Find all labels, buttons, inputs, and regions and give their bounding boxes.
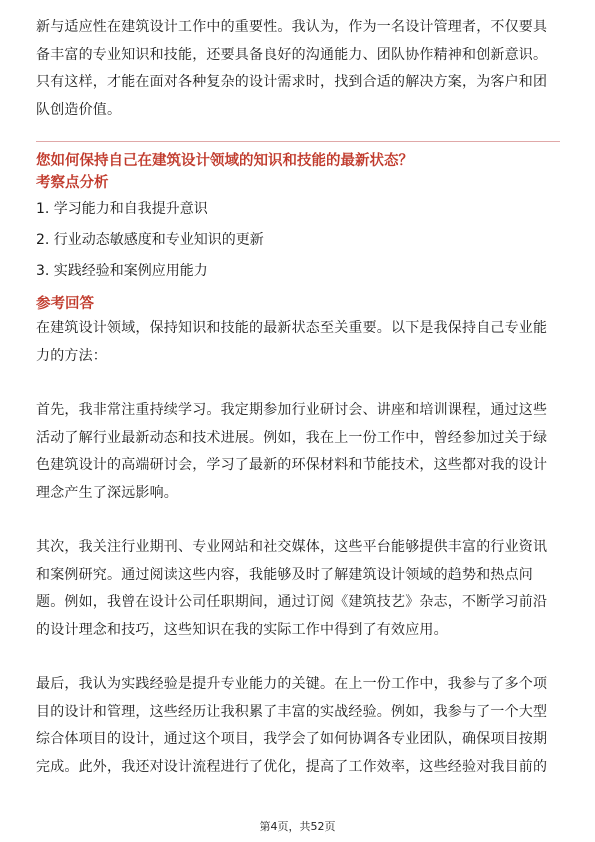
- answer-heading: 参考回答: [36, 296, 94, 312]
- text-line: 在建筑设计领域，保持知识和技能的最新状态至关重要。以下是我保持自己专业能: [36, 320, 548, 336]
- text-line: 目的设计和管理，这些经历让我积累了丰富的实战经验。例如，我参与了一个大型: [36, 703, 548, 720]
- answer-paragraph-1: [36, 315, 560, 370]
- text-line: 理念产生了深远影响。: [36, 484, 178, 501]
- section-divider: [36, 141, 560, 142]
- text-line: 队创造价值。: [36, 101, 122, 118]
- analysis-point: 1. 学习能力和自我提升意识: [36, 201, 208, 217]
- answer-paragraph-2: [36, 397, 560, 507]
- analysis-point: 2. 行业动态敏感度和专业知识的更新: [36, 232, 264, 248]
- text-line: 色建筑设计的高端研讨会，学习了最新的环保材料和节能技术，这些都对我的设计: [36, 457, 548, 473]
- text-line: 最后，我认为实践经验是提升专业能力的关键。在上一份工作中，我参与了多个项: [36, 676, 548, 692]
- paragraph-gap: [36, 370, 560, 397]
- text-line: 的设计理念和技巧，这些知识在我的实际工作中得到了有效应用。: [36, 621, 448, 638]
- answer-paragraph-4: [36, 671, 560, 781]
- text-line: 其次，我关注行业期刊、专业网站和社交媒体，这些平台能够提供丰富的行业资讯: [36, 539, 548, 555]
- text-line: 力的方法：: [36, 347, 107, 364]
- text-line: 只有这样，才能在面对各种复杂的设计需求时，找到合适的解决方案，为客户和团: [36, 74, 548, 90]
- paragraph-gap: [36, 507, 560, 534]
- text-line: 备丰富的专业知识和技能，还要具备良好的沟通能力、团队协作精神和创新意识。: [36, 46, 548, 63]
- paragraph-gap: [36, 644, 560, 671]
- text-line: 新与适应性在建筑设计工作中的重要性。我认为，作为一名设计管理者，不仅要具: [36, 19, 548, 35]
- question-title: 您如何保持自己在建筑设计领域的知识和技能的最新状态？: [36, 153, 413, 169]
- text-line: 活动了解行业最新动态和技术进展。例如，我在上一份工作中，曾经参加过关于绿: [36, 429, 548, 446]
- text-line: 完成。此外，我还对设计流程进行了优化，提高了工作效率，这些经验对我目前的: [36, 758, 548, 775]
- text-line: 题。例如，我曾在设计公司任职期间，通过订阅《建筑技艺》杂志，不断学习前沿: [36, 594, 548, 610]
- answer-paragraph-3: [36, 534, 560, 644]
- text-line: 和案例研究。通过阅读这些内容，我能够及时了解建筑设计领域的趋势和热点问: [36, 566, 533, 583]
- document-page: [36, 14, 560, 781]
- analysis-point: 3. 实践经验和案例应用能力: [36, 263, 208, 279]
- page-number: 第4页，共52页: [259, 820, 336, 833]
- text-line: 综合体项目的设计，通过这个项目，我学会了如何协调各专业团队，确保项目按期: [36, 731, 548, 747]
- intro-paragraph: [36, 14, 560, 124]
- text-line: 首先，我非常注重持续学习。我定期参加行业研讨会、讲座和培训课程，通过这些: [36, 402, 548, 418]
- analysis-heading: 考察点分析: [36, 175, 109, 191]
- analysis-points: [36, 194, 560, 287]
